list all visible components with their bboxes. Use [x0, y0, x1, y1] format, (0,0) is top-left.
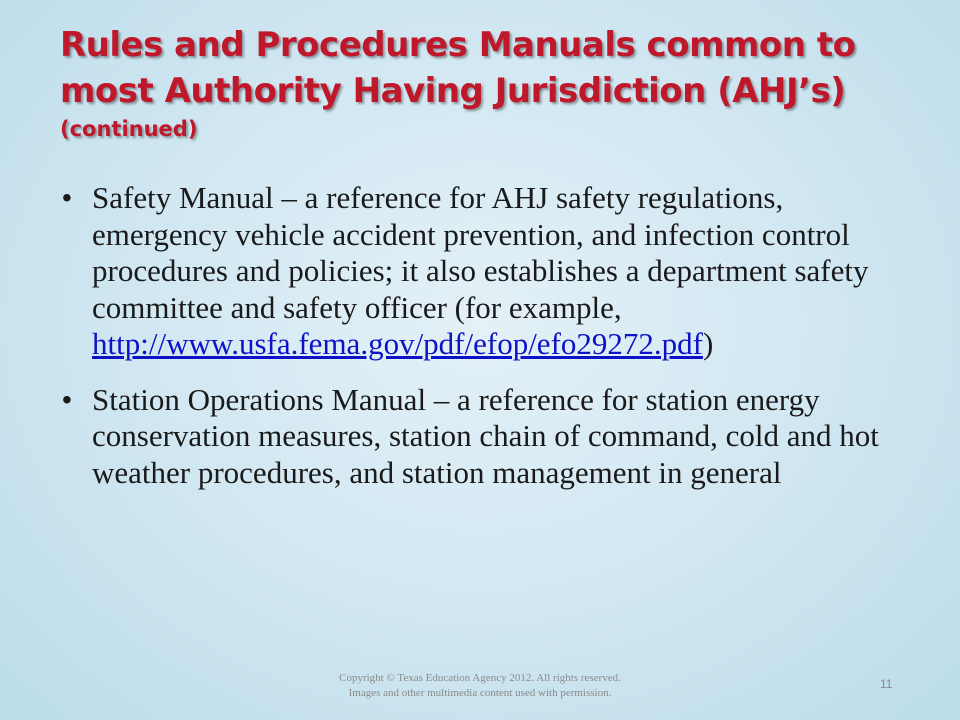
bullet-dot-icon: •: [62, 383, 72, 415]
bullet-dot-icon: •: [62, 182, 72, 213]
bullet-list: [60, 180, 910, 510]
page-number: 11: [880, 677, 893, 691]
permission-line: Images and other multimedia content used with permission.: [348, 687, 612, 699]
bullet-station-operations-manual: [60, 382, 910, 492]
bullet-text-end: ): [702, 326, 714, 361]
title-continued: (continued): [60, 117, 198, 141]
copyright-line: Copyright © Texas Education Agency 2012. All rights reserved.: [339, 672, 621, 684]
bullet-text: Station Operations Manual – a reference for station energy conservation measures, station chain of command, cold and hot weather procedures, and station management in general: [92, 381, 879, 490]
slide-title: [60, 22, 920, 144]
title-main: Rules and Procedures Manuals common to most Authority Having Jurisdiction (AHJ’s): [60, 25, 856, 111]
bullet-safety-manual: [60, 180, 910, 363]
usfa-pdf-link[interactable]: http://www.usfa.fema.gov/pdf/efop/efo29272.pdf: [92, 326, 703, 361]
copyright-footer: [230, 671, 730, 701]
bullet-text: Safety Manual – a reference for AHJ safety regulations, emergency vehicle accident prevention, and infection control procedures and policies; it also establishes a department safety committee and safety officer (for example,: [92, 180, 869, 325]
